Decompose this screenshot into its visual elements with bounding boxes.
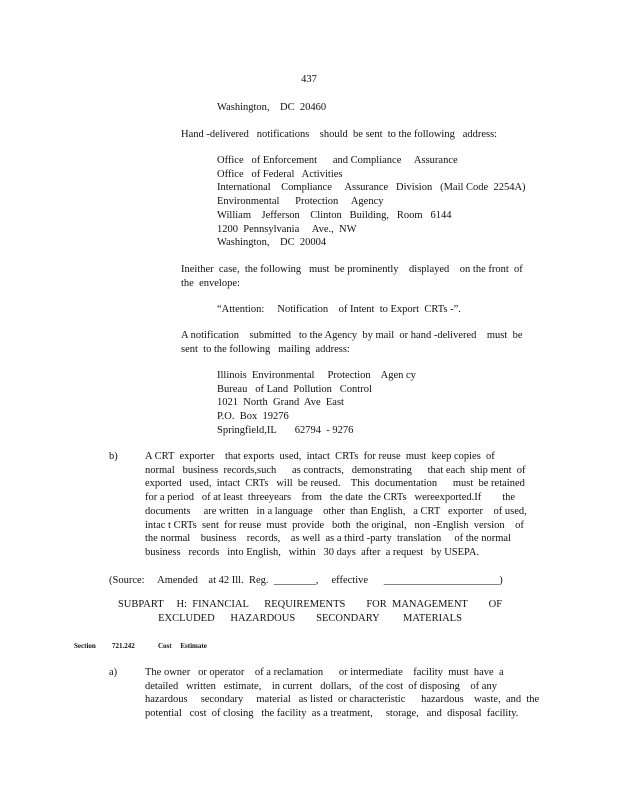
- paragraph-line: documents are written in a language other than English, a CRT exporter of used,: [145, 505, 527, 517]
- paragraph-line: the envelope:: [181, 277, 240, 289]
- paragraph-line: for a period of at least threeyears from the date the CRTs wereexported.If the: [145, 492, 516, 504]
- page-number: 437: [301, 74, 317, 85]
- subpart-heading-line: SUBPART H: FINANCIAL REQUIREMENTS FOR MANAGEMENT OF: [117, 599, 503, 610]
- illinois-epa-address: [217, 369, 416, 438]
- attention-line: “Attention: Notification of Intent to Export CRTs -”.: [217, 304, 461, 315]
- address-line: William Jefferson Clinton Building, Room 6144: [217, 209, 452, 221]
- address-line: Environmental Protection Agency: [217, 196, 384, 208]
- mail-address-tail: Washington, DC 20460: [217, 102, 327, 113]
- paragraph-line: intac t CRTs sent for reuse must provide both the original, non -English version of: [145, 519, 524, 531]
- address-line: Bureau of Land Pollution Control: [217, 383, 372, 395]
- address-line: P.O. Box 19276: [217, 411, 289, 423]
- paragraph-line: detailed written estimate, in current dollars, of the cost of disposing of any: [145, 680, 497, 692]
- source-note: (Source: Amended at 42 Ill. Reg. ________, effective ______________________): [109, 575, 503, 586]
- paragraph-line: sent to the following mailing address:: [181, 343, 350, 355]
- address-line: 1200 Pennsylvania Ave., NW: [217, 223, 357, 235]
- paragraph-line: A CRT exporter that exports used, intact CRTs for reuse must keep copies of: [145, 451, 495, 462]
- paragraph-line: The owner or operator of a reclamation or intermediate facility must have a: [145, 667, 504, 678]
- subpart-heading: [110, 598, 510, 625]
- address-line: Springfield,IL 62794 - 9276: [217, 424, 354, 436]
- hand-delivered-address: [217, 154, 526, 250]
- address-line: International Compliance Assurance Division (Mail Code 2254A): [217, 182, 526, 194]
- paragraph-line: normal business records,such as contracts, demonstrating that each ship ment of: [145, 464, 526, 476]
- section-title: Cost Estimate: [158, 642, 207, 650]
- item-b-paragraph: [145, 450, 527, 560]
- paragraph-line: hazardous secondary material as listed or characteristic hazardous waste, and the: [145, 694, 540, 706]
- item-a-paragraph: [145, 666, 539, 721]
- paragraph-line: potential cost of closing the facility as a treatment, storage, and disposal facility.: [145, 708, 519, 720]
- paragraph-line: Ineither case, the following must be prominently displayed on the front of: [181, 264, 523, 275]
- item-b-label: b): [109, 451, 118, 462]
- notification-paragraph: [181, 329, 522, 356]
- paragraph-line: the normal business records, as well as a third -party translation of the normal: [145, 533, 511, 545]
- section-number: 721.242: [112, 642, 135, 650]
- paragraph-line: A notification submitted to the Agency by mail or hand -delivered must be: [181, 330, 523, 341]
- either-case-paragraph: [181, 263, 523, 290]
- address-line: Illinois Environmental Protection Agen cy: [217, 370, 416, 381]
- address-line: Office of Enforcement and Compliance Assurance: [217, 155, 458, 166]
- subpart-heading-line: EXCLUDED HAZARDOUS SECONDARY MATERIALS: [158, 612, 462, 624]
- paragraph-line: business records into English, within 30 days after a request by USEPA.: [145, 546, 480, 558]
- paragraph-line: exported used, intact CRTs will be reused. This documentation must be retained: [145, 478, 525, 490]
- section-label: Section: [74, 642, 96, 650]
- item-a-label: a): [109, 667, 118, 678]
- address-line: Office of Federal Activities: [217, 168, 343, 180]
- address-line: 1021 North Grand Ave East: [217, 397, 344, 409]
- address-line: Washington, DC 20004: [217, 237, 327, 249]
- hand-delivered-intro: Hand -delivered notifications should be sent to the following address:: [181, 129, 498, 140]
